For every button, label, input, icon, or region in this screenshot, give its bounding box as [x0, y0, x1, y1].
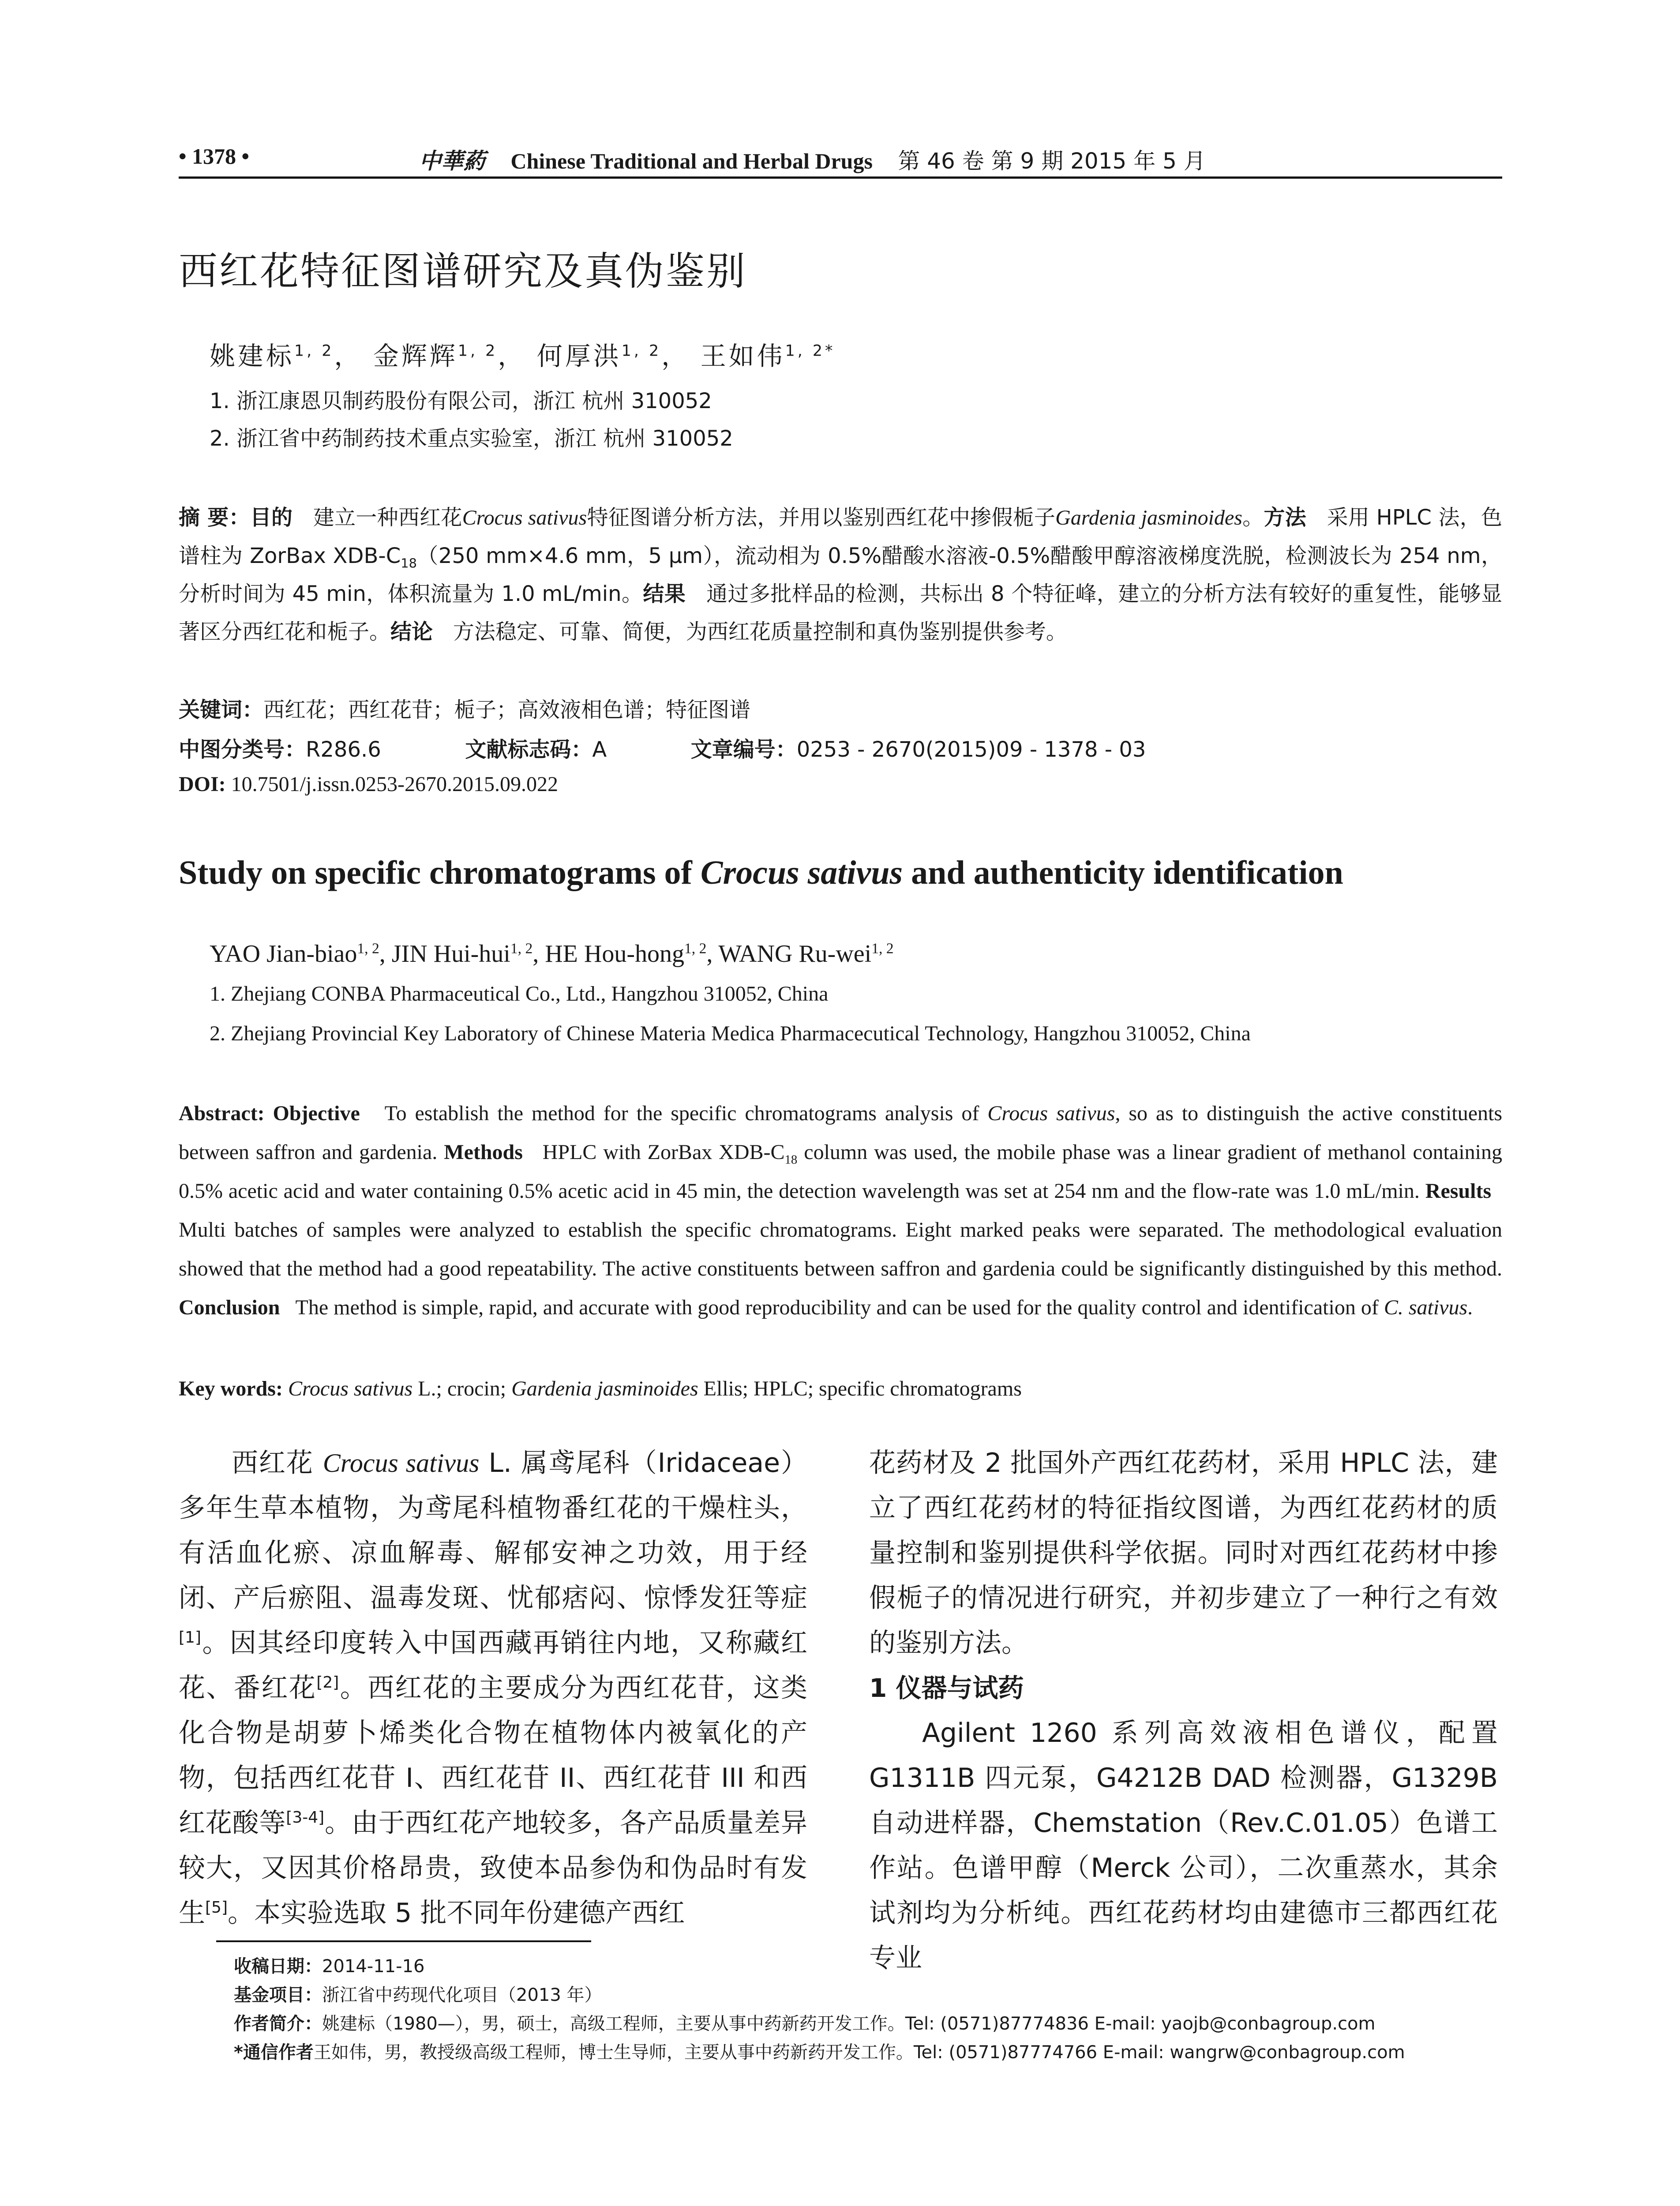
footnote-value: 2014-11-16 — [322, 1956, 425, 1977]
author-en: YAO Jian-biao — [210, 940, 357, 968]
title-en — [179, 854, 1343, 892]
body-text: 。本实验选取 5 批不同年份建德产西红 — [228, 1898, 685, 1928]
author-cn: 王如伟 — [700, 341, 785, 371]
citation-ref: [2] — [316, 1673, 339, 1692]
author-affil-sup: 1, 2 — [294, 342, 334, 360]
body-text: 。西红花的主要成分为西红花苷，这类化合物是胡萝卜烯类化合物在植物体内被氧化的产物，包括西红花苷 I、西红花苷 II、西红花苷 III 和西红花酸等 — [179, 1673, 808, 1838]
author-cn: 姚建标 — [210, 341, 295, 371]
abstract-en — [179, 1094, 1502, 1327]
title-en-text: Study on specific chromatograms of — [179, 854, 701, 891]
abstract-text: 建立一种西红花 — [313, 505, 462, 530]
article-label: 文章编号： — [690, 737, 797, 762]
body-paragraph: 花药材及 2 批国外产西红花药材，采用 HPLC 法，建立了西红花药材的特征指纹图谱，为西红花药材的质量控制和鉴别提供科学依据。同时对西红花药材中掺假栀子的情况进行研究，并初步建立了一种行之有效的鉴别方法。 — [869, 1448, 1498, 1658]
body-text: 西红花 — [232, 1448, 323, 1478]
body-column-right — [869, 1441, 1498, 1981]
species-name: C. sativus — [1384, 1296, 1468, 1319]
abstract-text: To establish the method for the specific chromatograms analysis of — [384, 1102, 988, 1125]
results-label: 结果 — [643, 582, 686, 606]
running-header — [179, 139, 1502, 174]
author-en: WANG Ru-wei — [718, 940, 872, 968]
abstract-text: . — [1467, 1296, 1473, 1319]
abstract-text: column was used, the mobile phase was a linear gradient of methanol containing 0.5% acetic acid and water containing 0.5% acetic acid in 45 min, the detection wavelength was set at 254 nm and the flow-rate was 1.0 mL/min. — [179, 1141, 1502, 1203]
doi-line — [179, 772, 558, 796]
doc-value: A — [592, 737, 607, 762]
author-affil-sup: 1, 2 — [871, 940, 894, 957]
journal-issue: 第 46 卷 第 9 期 2015 年 5 月 — [898, 148, 1206, 174]
methods-label: 方法 — [1264, 505, 1307, 530]
abstract-text: HPLC with ZorBax XDB-C — [542, 1141, 785, 1164]
abstract-text: 采用 HPLC 法，色谱柱为 ZorBax XDB-C — [179, 505, 1502, 568]
article-value: 0253 - 2670(2015)09 - 1378 - 03 — [796, 737, 1146, 762]
body-column-left — [179, 1441, 807, 1936]
species-name: Crocus sativus — [987, 1102, 1115, 1125]
citation-ref: [1] — [179, 1628, 201, 1647]
footnote-label: 收稿日期： — [234, 1956, 322, 1977]
species-name: Crocus sativus — [700, 854, 903, 891]
keywords-label: 关键词： — [179, 698, 264, 722]
conclusion-label: 结论 — [390, 619, 433, 644]
footnote-label: 作者简介： — [234, 2014, 322, 2034]
author-affil-sup: 1, 2 — [684, 940, 707, 957]
footnote-author-bio — [234, 2010, 1375, 2035]
abstract-text: 。 — [1242, 505, 1264, 530]
abstract-cn — [179, 499, 1502, 651]
citation-ref: [3-4] — [286, 1808, 325, 1827]
author-cn: 金辉辉 — [373, 341, 458, 371]
keywords-label: Key words: — [179, 1377, 283, 1400]
footnote-received — [234, 1952, 424, 1977]
doi-label: DOI: — [179, 773, 226, 796]
results-label: Results — [1425, 1179, 1492, 1203]
author-affil-sup: 1, 2 — [458, 342, 498, 360]
affiliation-en-1: 1. Zhejiang CONBA Pharmaceutical Co., Ltd., Hangzhou 310052, China — [210, 982, 829, 1005]
journal-cn-logo: 中華葯 — [419, 148, 485, 174]
objective-label: 目的 — [250, 505, 293, 530]
footnote-label: 基金项目： — [234, 1985, 322, 2005]
footnote-corresponding — [234, 2038, 1405, 2063]
doc-label: 文献标志码： — [465, 737, 592, 762]
objective-label: Objective — [273, 1102, 360, 1125]
abstract-text: 方法稳定、可靠、简便，为西红花质量控制和真伪鉴别提供参考。 — [453, 619, 1067, 644]
classification-line — [179, 732, 1146, 763]
body-text: L. 属鸢尾科（Iridaceae）多年生草本植物，为鸢尾科植物番红花的干燥柱头，有活血化瘀、凉血解毒、解郁安神之功效，用于经闭、产后瘀阻、温毒发斑、忧郁痞闷、惊悸发狂等症 — [179, 1448, 807, 1613]
subscript: 18 — [784, 1152, 798, 1167]
affiliation-cn-2: 2. 浙江省中药制药技术重点实验室，浙江 杭州 310052 — [210, 426, 733, 451]
clc-label: 中图分类号： — [179, 737, 306, 762]
author-affil-sup: 1, 2 — [621, 342, 662, 360]
body-text: 。因其经印度转入中国西藏再销往内地，又称藏红花、番红花 — [179, 1628, 807, 1703]
authors-en: YAO Jian-biao$^{1, 2}$, JIN Hui-hui$^{1, 2}$, HE Hou-hong$^{1, 2}$, WANG Ru-wei$^{1, 2}$ — [210, 940, 894, 968]
keywords-text: L.; crocin; — [412, 1377, 512, 1400]
clc-value: R286.6 — [306, 737, 381, 762]
abstract-text: 特征图谱分析方法，并用以鉴别西红花中掺假栀子 — [587, 505, 1056, 530]
abstract-label: 摘 要： — [179, 505, 250, 530]
page-number: • 1378 • — [179, 144, 250, 169]
keywords-text: Ellis; HPLC; specific chromatograms — [698, 1377, 1022, 1400]
abstract-label: Abstract: — [179, 1102, 265, 1125]
author-en: HE Hou-hong — [545, 940, 684, 968]
body-paragraph: Agilent 1260 系列高效液相色谱仪，配置 G1311B 四元泵，G4212B DAD 检测器，G1329B 自动进样器，Chemstation（Rev.C.01.05）色谱工作站。色谱甲醇（Merck 公司），二次重蒸水，其余试剂均为分析纯。西红花药材均由建德市三都西红花专业 — [869, 1718, 1498, 1973]
conclusion-label: Conclusion — [179, 1296, 280, 1319]
author-affil-sup: 1, 2 — [357, 940, 379, 957]
species-name: Gardenia jasminoides — [1055, 506, 1242, 529]
abstract-text: , so as to distinguish the active constituents between saffron and gardenia. — [179, 1102, 1503, 1164]
footnote-value: 王如伟，男，教授级高级工程师，博士生导师，主要从事中药新药开发工作。Tel: (0571)87774766 E-mail: wangrw@conbagroup.com — [313, 2042, 1405, 2063]
author-affil-sup: 1, 2 — [510, 940, 533, 957]
affiliation-cn-1: 1. 浙江康恩贝制药股份有限公司，浙江 杭州 310052 — [210, 389, 712, 413]
citation-ref: [5] — [205, 1898, 228, 1917]
body-text: 。由于西红花产地较多，各产品质量差异较大，又因其价格昂贵，致使本品参伪和伪品时有发生 — [179, 1808, 808, 1928]
species-name: Gardenia jasminoides — [511, 1377, 698, 1400]
title-en-text: and authenticity identification — [903, 854, 1343, 891]
affiliation-en-2: 2. Zhejiang Provincial Key Laboratory of Chinese Materia Medica Pharmacecutical Technology, Hangzhou 310052, China — [210, 1022, 1251, 1045]
footnote-funding — [234, 1981, 602, 2006]
keywords-value: 西红花；西红花苷；栀子；高效液相色谱；特征图谱 — [263, 698, 751, 722]
author-en: JIN Hui-hui — [391, 940, 510, 968]
header-divider — [179, 176, 1502, 179]
section-heading: 1 仪器与试药 — [869, 1673, 1024, 1703]
footnote-label: *通信作者 — [234, 2042, 314, 2063]
journal-line — [419, 143, 1206, 175]
methods-label: Methods — [444, 1141, 523, 1164]
body-paragraph — [179, 1441, 807, 1936]
author-cn: 何厚洪 — [536, 341, 622, 371]
footnote-divider — [216, 1940, 591, 1942]
subscript: 18 — [401, 555, 417, 571]
abstract-text: Multi batches of samples were analyzed to establish the specific chromatograms. Eight marked peaks were separated. The methodological evaluation showed that the method had a good repeatability. The active constituents between saffron and gardenia could be significantly distinguished by this method. — [179, 1218, 1502, 1280]
doi-value: 10.7501/j.issn.0253-2670.2015.09.022 — [231, 773, 559, 796]
species-name: Crocus sativus — [288, 1377, 413, 1400]
author-affil-sup: 1, 2* — [785, 342, 836, 360]
abstract-text: 通过多批样品的检测，共标出 8 个特征峰，建立的分析方法有较好的重复性，能够显著区分西红花和栀子。 — [179, 582, 1503, 644]
abstract-text: The method is simple, rapid, and accurate with good reproducibility and can be used for the quality control and identification of — [295, 1296, 1384, 1319]
keywords-cn — [179, 693, 750, 723]
title-cn: 西红花特征图谱研究及真伪鉴别 — [179, 248, 747, 294]
keywords-en — [179, 1377, 1022, 1401]
authors-cn: 姚建标$^{1, 2}$， 金辉辉$^{1, 2}$， 何厚洪$^{1, 2}$， 王如伟$^{1, 2*}$ — [210, 341, 836, 371]
species-name: Crocus sativus — [322, 1448, 480, 1478]
footnote-value: 姚建标（1980—），男，硕士，高级工程师，主要从事中药新药开发工作。Tel: (0571)87774836 E-mail: yaojb@conbagroup.com — [322, 2014, 1376, 2034]
footnote-value: 浙江省中药现代化项目（2013 年） — [322, 1985, 602, 2005]
journal-en-title: Chinese Traditional and Herbal Drugs — [510, 149, 873, 173]
abstract-text: （250 mm×4.6 mm，5 μm），流动相为 0.5%醋酸水溶液-0.5%醋酸甲醇溶液梯度洗脱，检测波长为 254 nm，分析时间为 45 min，体积流量为 1.0 mL/min。 — [179, 544, 1502, 606]
species-name: Crocus sativus — [462, 506, 587, 529]
